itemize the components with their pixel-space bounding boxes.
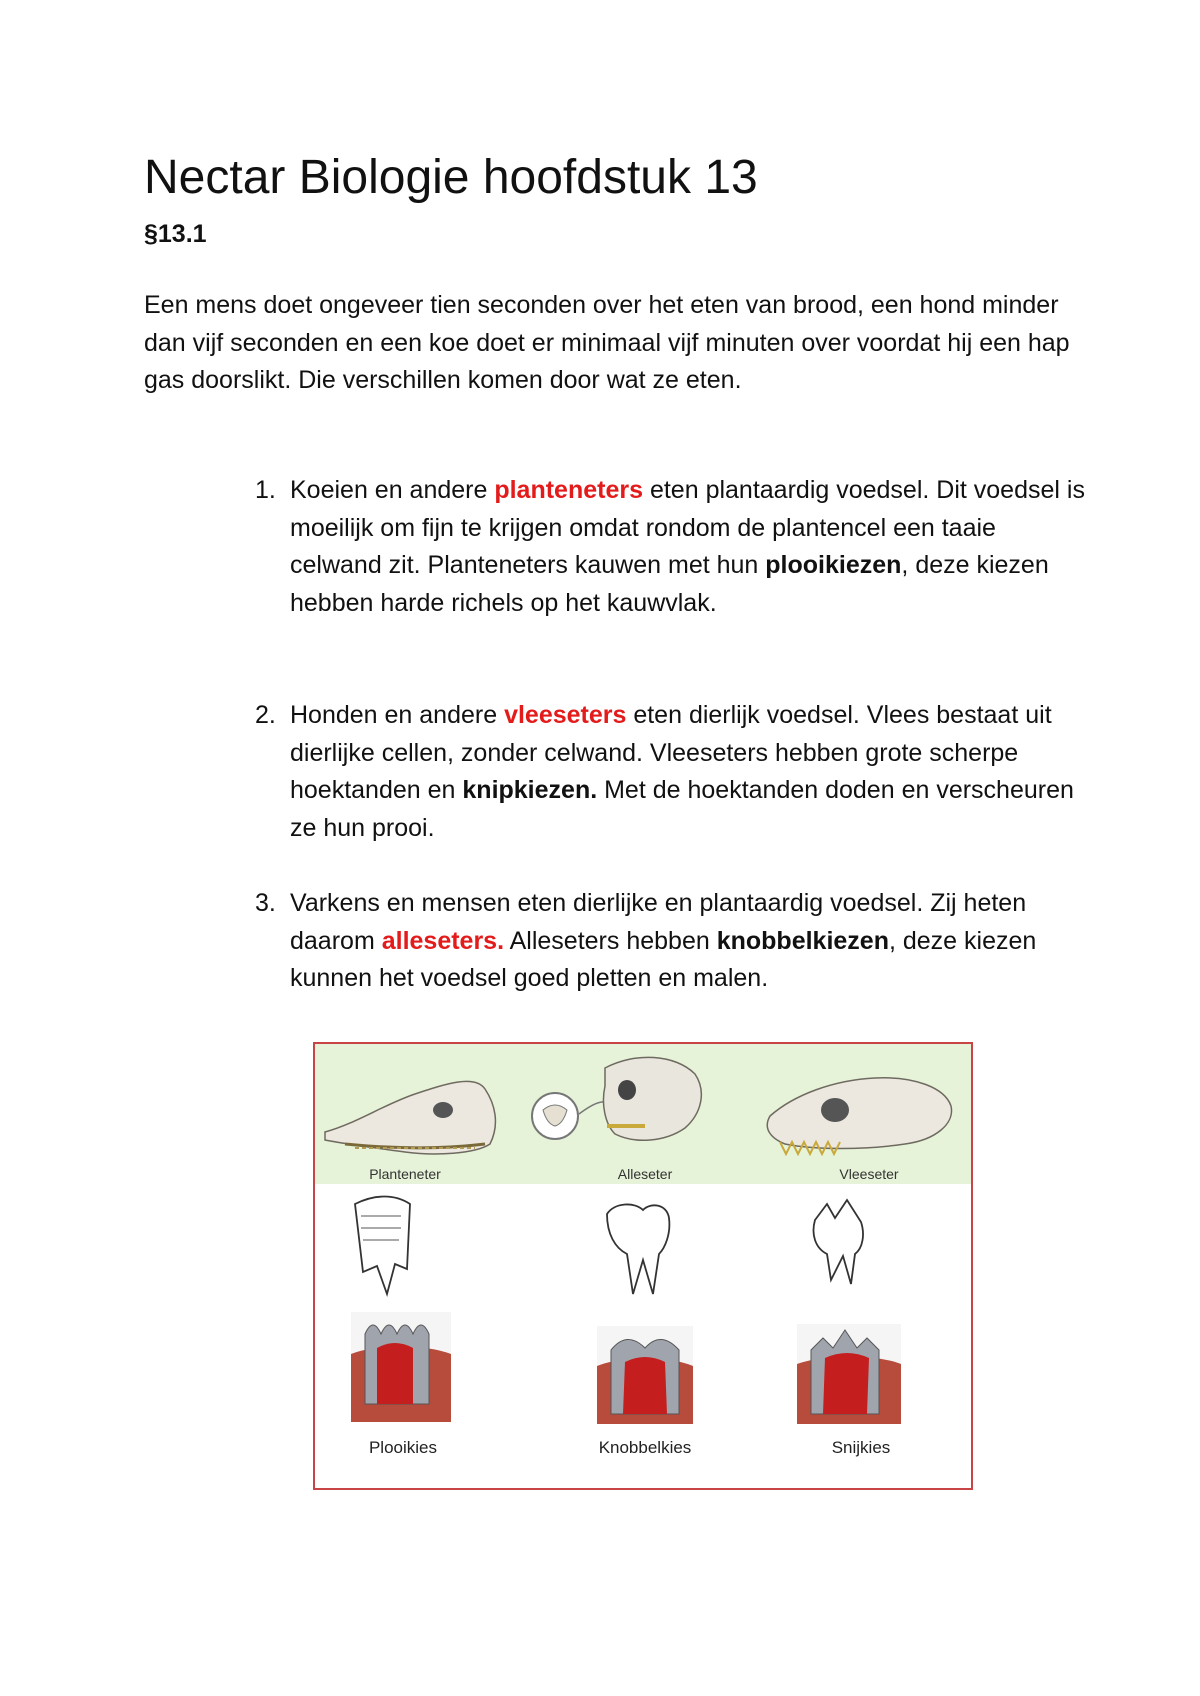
label-plooikies: Plooikies (368, 1438, 438, 1457)
label-knobbelkies: Knobbelkies (598, 1438, 692, 1457)
label-vleeseter: Vleeseter (839, 1166, 899, 1182)
label-snijkies: Snijkies (831, 1438, 891, 1457)
knobbelkies-section-icon (597, 1326, 693, 1424)
teeth-illustration (315, 1044, 971, 1488)
teeth-figure (313, 1042, 973, 1490)
herbivore-skull-icon (325, 1081, 495, 1154)
list-number: 3. (255, 889, 276, 917)
snijkies-sketch-icon (814, 1200, 864, 1284)
highlight-term: planteneters (494, 476, 644, 504)
plooikies-section-icon (351, 1312, 451, 1422)
list-item-text (290, 885, 1085, 998)
snijkies-section-icon (797, 1324, 901, 1424)
intro-paragraph: Een mens doet ongeveer tien seconden over het eten van brood, een hond minder dan vijf seconden en een koe doet er minimaal vijf minuten over voordat hij een hap gas doorslikt. Die verschillen komen door wat ze eten. (144, 291, 1070, 395)
text-segment: , deze kiezen kunnen het voedsel goed pletten en malen. (290, 926, 1037, 993)
list-item-text (290, 472, 1085, 622)
text-segment: Met de hoektanden doden en verscheuren ze hun prooi. (290, 776, 1074, 842)
text-segment: , deze kiezen hebben harde richels op het kauwvlak. (290, 551, 1049, 617)
knobbelkies-sketch-icon (607, 1204, 669, 1294)
section-heading: §13.1 (144, 220, 207, 248)
bold-term: knobbelkiezen (716, 926, 889, 955)
highlight-term: alleseters. (381, 926, 505, 955)
text-segment: Honden en andere (290, 701, 505, 729)
carnivore-skull-icon (767, 1078, 951, 1154)
list-item (255, 472, 1085, 622)
text-segment: eten plantaardig voedsel. Dit voedsel is moeilijk om fijn te krijgen omdat rondom de plantencel een taaie celwand zit. Planteneters kauwen met hun (290, 476, 1085, 580)
bold-term: knipkiezen. (462, 776, 598, 805)
label-planteneter: Planteneter (369, 1166, 441, 1182)
bold-term: plooikiezen (765, 551, 902, 580)
text-segment: eten dierlijk voedsel. Vlees bestaat uit dierlijke cellen, zonder celwand. Vleeseters hebben grote scherpe hoektanden en (290, 701, 1052, 805)
highlight-term: vleeseters (504, 701, 627, 729)
list-item-text (290, 697, 1085, 847)
text-segment: Koeien en andere (290, 476, 495, 504)
list-number: 2. (255, 701, 276, 729)
label-alleseter: Alleseter (617, 1166, 673, 1182)
page-title: Nectar Biologie hoofdstuk 13 (144, 151, 758, 204)
list-number: 1. (255, 476, 276, 504)
omnivore-skull-icon (532, 1057, 701, 1140)
list-item (255, 885, 1085, 998)
text-segment: Alleseters hebben (504, 926, 717, 955)
list-item (255, 697, 1085, 847)
plooikies-sketch-icon (355, 1197, 410, 1295)
text-segment: Varkens en mensen eten dierlijke en plantaardig voedsel. Zij heten daarom (290, 889, 1027, 955)
